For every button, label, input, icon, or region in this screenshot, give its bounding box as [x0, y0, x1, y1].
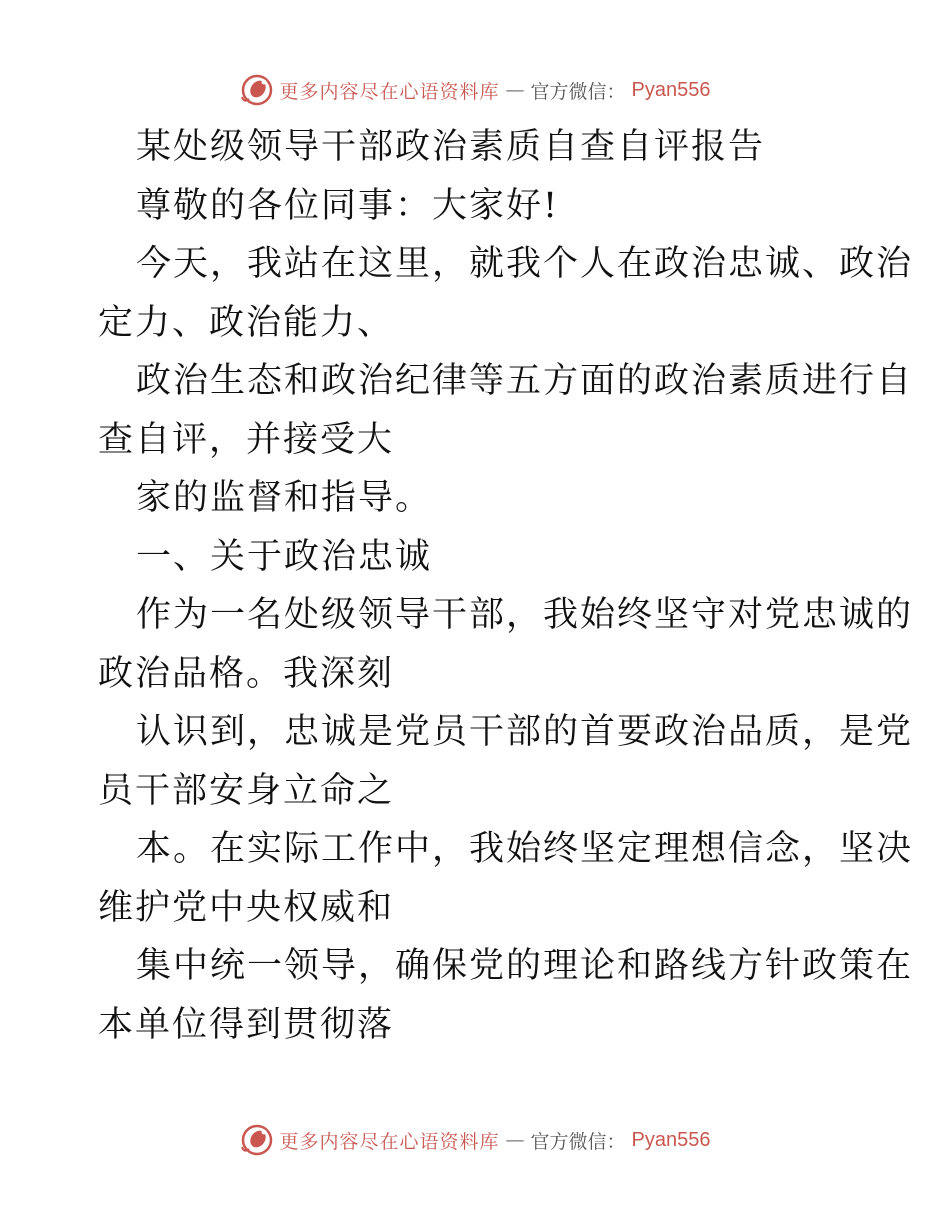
watermark-contact-label: 官方微信：	[530, 80, 626, 103]
watermark-dash: —	[505, 79, 525, 101]
section-heading: 一、关于政治忠诚	[136, 536, 433, 577]
paragraph-line: 员干部安身立命之	[98, 770, 395, 811]
document-title: 某处级领导干部政治素质自查自评报告	[136, 127, 766, 167]
paragraph-line: 维护党中央权威和	[98, 887, 395, 928]
footer-watermark	[0, 1120, 950, 1160]
paragraph-line: 认识到，忠诚是党员干部的首要政治品质，是党	[136, 712, 914, 752]
paragraph-line: 今天，我站在这里，就我个人在政治忠诚、政治	[136, 244, 914, 284]
paragraph-line: 集中统一领导，确保党的理论和路线方针政策在	[136, 946, 914, 986]
header-watermark	[0, 70, 950, 110]
document-body	[98, 118, 914, 1054]
paragraph-line: 政治品格。我深刻	[98, 653, 395, 694]
watermark-text: 更多内容尽在心语资料库	[279, 80, 500, 103]
paragraph-line: 本。在实际工作中，我始终坚定理想信念，坚决	[136, 829, 914, 869]
paragraph-line: 政治生态和政治纪律等五方面的政治素质进行自	[136, 361, 914, 401]
watermark-wechat-id: Pyan556	[631, 1128, 711, 1151]
mouse-logo-icon	[240, 1123, 274, 1157]
watermark-contact-label: 官方微信：	[530, 1130, 626, 1153]
paragraph-line: 家的监督和指导。	[136, 478, 433, 518]
paragraph-line: 本单位得到贯彻落	[98, 1004, 395, 1045]
paragraph-line: 查自评，并接受大	[98, 419, 395, 460]
watermark-wechat-id: Pyan556	[631, 78, 711, 101]
paragraph-line: 作为一名处级领导干部，我始终坚守对党忠诚的	[136, 595, 914, 635]
mouse-logo-icon	[240, 73, 274, 107]
watermark-text: 更多内容尽在心语资料库	[279, 1130, 500, 1153]
greeting-line: 尊敬的各位同事：大家好!	[136, 185, 560, 226]
watermark-dash: —	[505, 1129, 525, 1151]
paragraph-line: 定力、政治能力、	[98, 302, 395, 343]
